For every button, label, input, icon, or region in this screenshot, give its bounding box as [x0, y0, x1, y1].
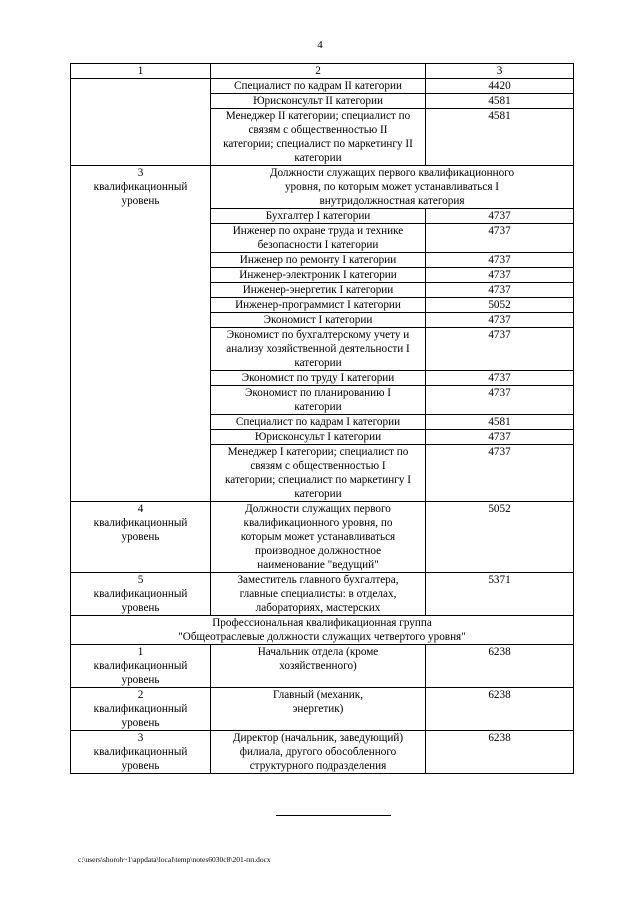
salary-cell: 6238	[426, 731, 574, 774]
position-cell: Специалист по кадрам II категории	[211, 79, 426, 94]
position-cell: Экономист по труду I категории	[211, 371, 426, 386]
position-cell: Юрисконсульт I категории	[211, 430, 426, 445]
salary-cell: 4737	[426, 313, 574, 328]
salary-cell: 4737	[426, 268, 574, 283]
table-row	[71, 731, 574, 774]
position-cell: Специалист по кадрам I категории	[211, 415, 426, 430]
position-category-cell: Должности служащих первого квалификационного уровня, по которым может устанавливаться I внутридолжностная категория	[211, 166, 574, 209]
position-cell: Менеджер I категории; специалист по связям с общественностью I категории; специалист по маркетингу I категории	[211, 445, 426, 502]
group-title-line: "Общеотраслевые должности служащих четвертого уровня"	[178, 631, 466, 643]
qualification-level-cell: 3 квалификационный уровень	[71, 731, 211, 774]
position-cell: Инженер-энергетик I категории	[211, 283, 426, 298]
salary-table	[70, 63, 574, 774]
position-cell: Инженер-электроник I категории	[211, 268, 426, 283]
position-cell: Бухгалтер I категории	[211, 209, 426, 224]
salary-cell: 4737	[426, 430, 574, 445]
salary-cell: 4581	[426, 94, 574, 109]
salary-cell: 6238	[426, 645, 574, 688]
qualification-level-cell	[71, 79, 211, 166]
qualification-level-cell: 3 квалификационный уровень	[71, 166, 211, 502]
position-cell: Экономист I категории	[211, 313, 426, 328]
qualification-level-cell: 1 квалификационный уровень	[71, 645, 211, 688]
footer-divider	[276, 815, 391, 816]
column-header: 3	[426, 64, 574, 79]
salary-cell: 5371	[426, 573, 574, 616]
salary-cell: 4737	[426, 386, 574, 415]
position-cell: Юрисконсульт II категории	[211, 94, 426, 109]
qualification-level-cell: 4 квалификационный уровень	[71, 502, 211, 573]
table-row	[71, 573, 574, 616]
table-row	[71, 166, 574, 209]
column-header: 1	[71, 64, 211, 79]
salary-cell: 4737	[426, 283, 574, 298]
qualification-level-cell: 2 квалификационный уровень	[71, 688, 211, 731]
table-header-row	[71, 64, 574, 79]
salary-cell: 4737	[426, 328, 574, 371]
salary-cell: 4737	[426, 224, 574, 253]
position-cell: Начальник отдела (кроме хозяйственного)	[211, 645, 426, 688]
salary-cell: 4581	[426, 415, 574, 430]
position-cell: Заместитель главного бухгалтера, главные специалисты: в отделах, лабораториях, мастерских	[211, 573, 426, 616]
salary-cell: 5052	[426, 298, 574, 313]
group-header-row	[71, 616, 574, 645]
position-cell: Инженер-программист I категории	[211, 298, 426, 313]
table-row	[71, 688, 574, 731]
position-cell: Экономист по бухгалтерскому учету и анализу хозяйственной деятельности I категории	[211, 328, 426, 371]
position-cell: Директор (начальник, заведующий) филиала, другого обособленного структурного подразделения	[211, 731, 426, 774]
page-number: 4	[317, 39, 323, 51]
table-row	[71, 645, 574, 688]
salary-cell: 4737	[426, 371, 574, 386]
table-row	[71, 502, 574, 573]
group-title-line: Профессиональная квалификационная группа	[212, 617, 432, 629]
column-header: 2	[211, 64, 426, 79]
salary-cell: 5052	[426, 502, 574, 573]
table-row	[71, 79, 574, 94]
salary-cell: 4420	[426, 79, 574, 94]
position-cell: Экономист по планированию I категории	[211, 386, 426, 415]
position-cell: Менеджер II категории; специалист по связям с общественностью II категории; специалист по маркетингу II категории	[211, 109, 426, 166]
file-path: c:\users\shoroh~1\appdata\local\temp\notes6030c8\201-пп.docx	[78, 855, 271, 864]
qualification-group-title	[71, 616, 574, 645]
position-cell: Инженер по ремонту I категории	[211, 253, 426, 268]
position-cell: Должности служащих первого квалификационного уровня, по которым может устанавливаться производное должностное наименование "ведущий"	[211, 502, 426, 573]
salary-cell: 4581	[426, 109, 574, 166]
qualification-level-cell: 5 квалификационный уровень	[71, 573, 211, 616]
salary-cell: 6238	[426, 688, 574, 731]
salary-cell: 4737	[426, 253, 574, 268]
position-cell: Главный (механик, энергетик)	[211, 688, 426, 731]
position-cell: Инженер по охране труда и технике безопасности I категории	[211, 224, 426, 253]
salary-cell: 4737	[426, 209, 574, 224]
salary-cell: 4737	[426, 445, 574, 502]
